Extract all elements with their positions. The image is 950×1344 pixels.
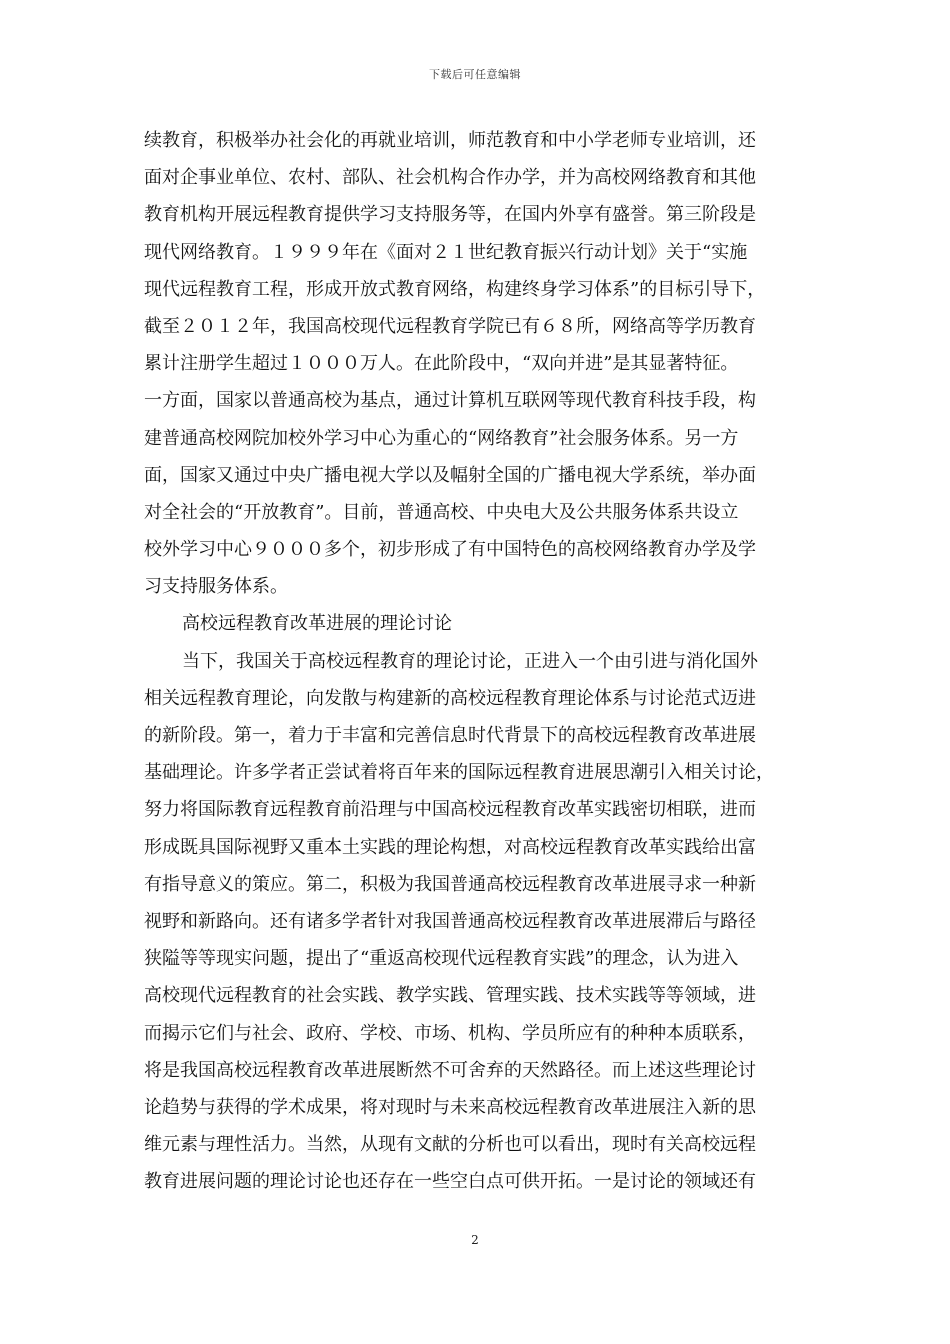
body-line: 形成既具国际视野又重本土实践的理论构想，对高校远程教育改革实践给出富: [144, 836, 756, 858]
body-line: 截至２０１２年，我国高校现代远程教育学院已有６８所，网络高等学历教育: [144, 315, 756, 337]
body-line: 现代远程教育工程，形成开放式教育网络，构建终身学习体系”的目标引导下，: [144, 278, 766, 300]
body-line: 教育机构开展远程教育提供学习支持服务等，在国内外享有盛誉。第三阶段是: [144, 204, 756, 226]
body-line: 而揭示它们与社会、政府、学校、市场、机构、学员所应有的种种本质联系，: [144, 1022, 756, 1044]
body-line: 习支持服务体系。: [144, 576, 288, 598]
body-line: 累计注册学生超过１０００万人。在此阶段中，“双向并进”是其显著特征。: [144, 353, 739, 375]
page-header: 下载后可任意编辑: [429, 68, 521, 81]
body-line: 维元素与理性活力。当然，从现有文献的分析也可以看出，现时有关高校远程: [144, 1134, 756, 1156]
document-body: [144, 122, 808, 1200]
body-line: 校外学习中心９０００多个，初步形成了有中国特色的高校网络教育办学及学: [144, 539, 756, 561]
body-line: 教育进展问题的理论讨论也还存在一些空白点可供开拓。一是讨论的领域还有: [144, 1171, 756, 1193]
page-number: 2: [471, 1233, 479, 1247]
body-line: 现代网络教育。１９９９年在《面对２１世纪教育振兴行动计划》关于“实施: [144, 241, 748, 263]
section-heading: 高校远程教育改革进展的理论讨论: [182, 613, 452, 635]
body-line: 有指导意义的策应。第二，积极为我国普通高校远程教育改革进展寻求一种新: [144, 873, 756, 895]
body-line: 续教育，积极举办社会化的再就业培训，师范教育和中小学老师专业培训，还: [144, 130, 756, 151]
body-line: 对全社会的“开放教育”。目前，普通高校、中央电大及公共服务体系共设立: [144, 501, 739, 523]
body-line: 努力将国际教育远程教育前沿理与中国高校远程教育改革实践密切相联，进而: [144, 799, 756, 821]
body-line: 相关远程教育理论，向发散与构建新的高校远程教育理论体系与讨论范式迈进: [144, 687, 756, 709]
body-line: 建普通高校网院加校外学习中心为重心的“网络教育”社会服务体系。另一方: [144, 427, 739, 449]
body-line: 论趋势与获得的学术成果，将对现时与未来高校远程教育改革进展注入新的思: [144, 1096, 756, 1118]
body-line: 高校现代远程教育的社会实践、教学实践、管理实践、技术实践等等领域，进: [144, 985, 756, 1007]
body-line: 视野和新路向。还有诸多学者针对我国普通高校远程教育改革进展滞后与路径: [144, 910, 756, 932]
body-line: 将是我国高校远程教育改革进展断然不可舍弃的天然路径。而上述这些理论讨: [144, 1059, 756, 1081]
body-line: 狭隘等等现实问题，提出了“重返高校现代远程教育实践”的理念，认为进入: [144, 948, 739, 970]
body-line: 一方面，国家以普通高校为基点，通过计算机互联网等现代教育科技手段，构: [144, 390, 756, 412]
body-line: 面对企事业单位、农村、部队、社会机构合作办学，并为高校网络教育和其他: [144, 167, 756, 189]
body-line: 基础理论。许多学者正尝试着将百年来的国际远程教育进展思潮引入相关讨论，: [144, 762, 774, 784]
paragraph-first-line: 当下，我国关于高校远程教育的理论讨论，正进入一个由引进与消化国外: [182, 650, 758, 672]
body-line: 的新阶段。第一，着力于丰富和完善信息时代背景下的高校远程教育改革进展: [144, 725, 756, 746]
body-line: 面，国家又通过中央广播电视大学以及幅射全国的广播电视大学系统，举办面: [144, 464, 756, 486]
